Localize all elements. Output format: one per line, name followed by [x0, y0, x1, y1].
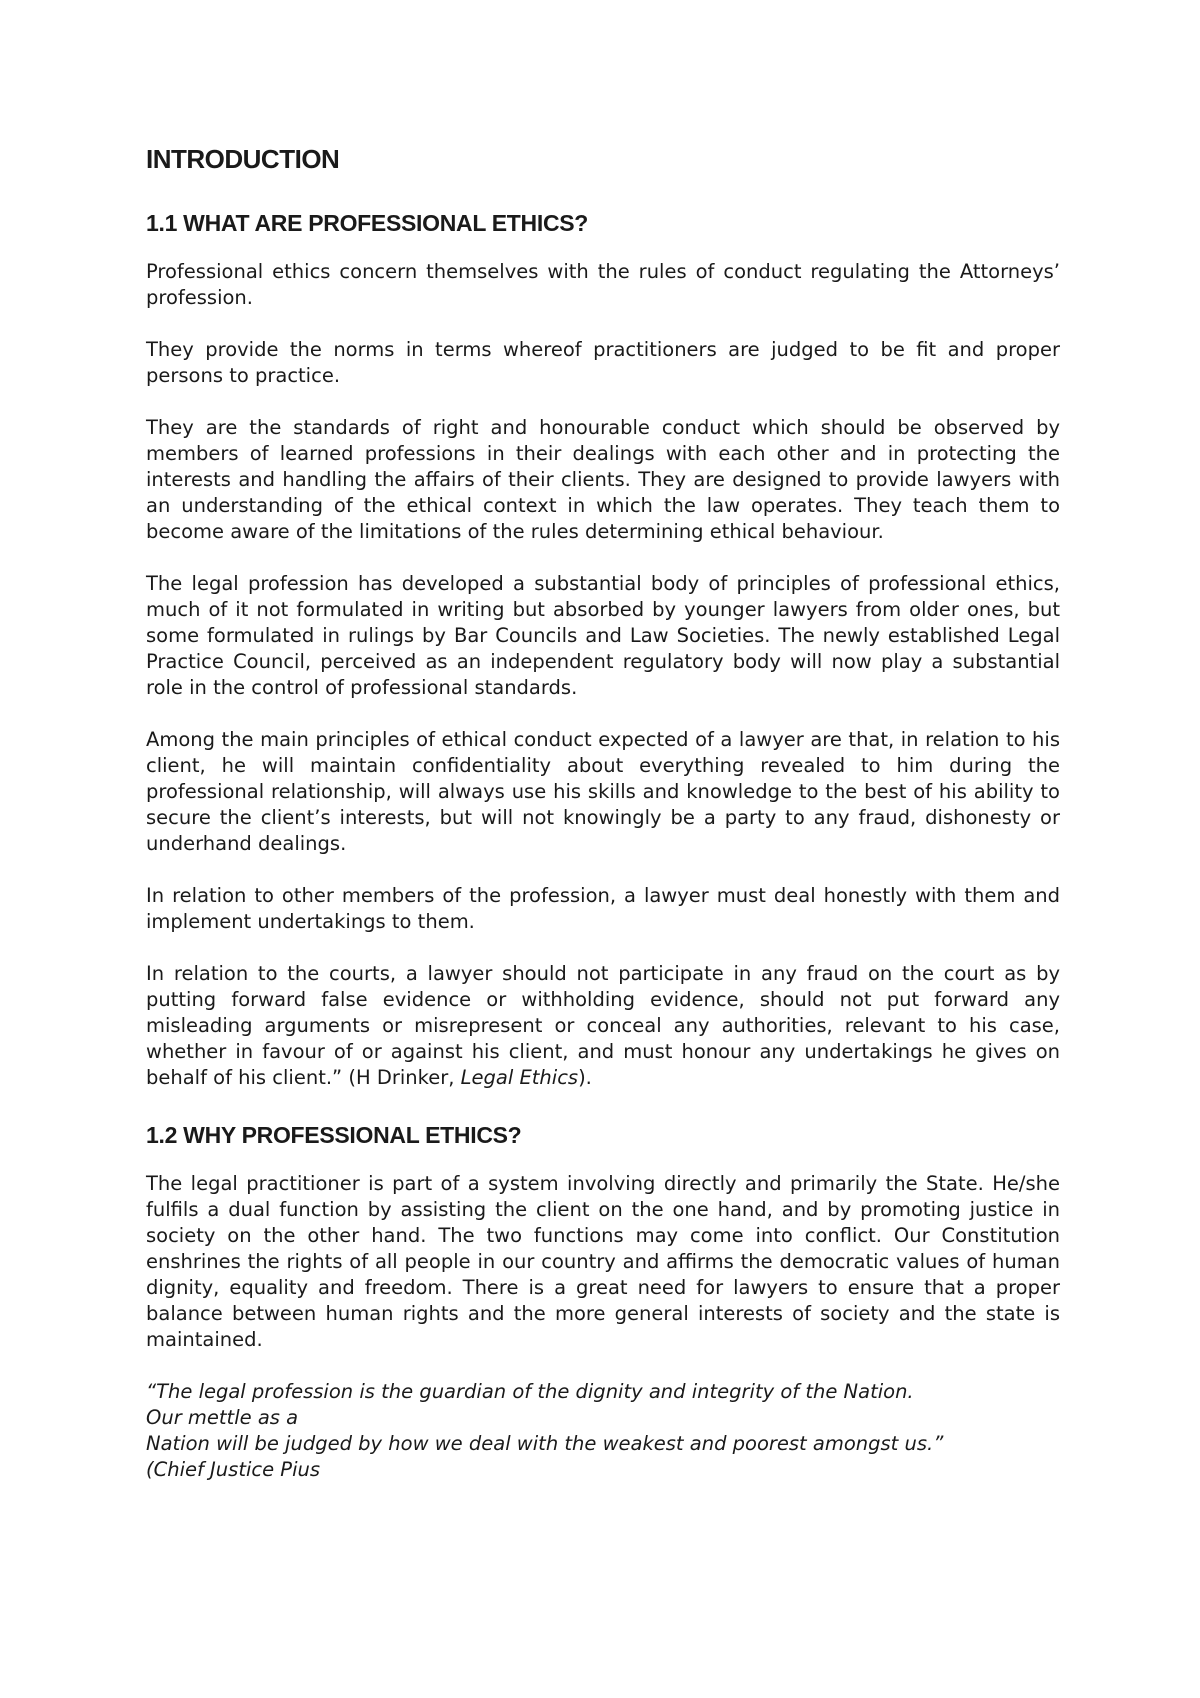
- paragraph: The legal practitioner is part of a system involving directly and primarily the State. He/she fulfils a dual function by assisting the client on the one hand, and by promoting justice in society on the other hand. The two functions may come into conflict. Our Constitution enshrines the rights of all people in our country and affirms the democratic values of human dignity, equality and freedom. There is a great need for lawyers to ensure that a proper balance between human rights and the more general interests of society and the state is maintained.: [146, 1172, 1060, 1351]
- paragraph: Among the main principles of ethical conduct expected of a lawyer are that, in relation to his client, he will maintain confidentiality about everything revealed to him during the professional relationship, will always use his skills and knowledge to the best of his ability to secure the client’s interests, but will not knowingly be a party to any fraud, dishonesty or underhand dealings.: [146, 728, 1060, 855]
- citation-title: Legal Ethics: [460, 1066, 579, 1089]
- citation-close: ).: [578, 1066, 592, 1089]
- paragraph: The legal profession has developed a substantial body of principles of professional ethics, much of it not formulated in writing but absorbed by younger lawyers from older ones, but some formulated in rulings by Bar Councils and Law Societies. The newly established Legal Practice Council, perceived as an independent regulatory body will now play a substantial role in the control of professional standards.: [146, 572, 1060, 699]
- document-body: [146, 143, 1060, 1483]
- paragraph: They provide the norms in terms whereof practitioners are judged to be fit and proper persons to practice.: [146, 338, 1060, 387]
- paragraph-with-citation: [146, 961, 1060, 1091]
- document-title: INTRODUCTION: [146, 144, 340, 174]
- quote-line: Nation will be judged by how we deal with the weakest and poorest amongst us.”: [146, 1432, 944, 1455]
- paragraph: They are the standards of right and honourable conduct which should be observed by members of learned professions in their dealings with each other and in protecting the interests and handling the affairs of their clients. They are designed to provide lawyers with an understanding of the ethical context in which the law operates. They teach them to become aware of the limitations of the rules determining ethical behaviour.: [146, 416, 1060, 543]
- paragraph: In relation to other members of the profession, a lawyer must deal honestly with them and implement undertakings to them.: [146, 884, 1060, 933]
- section-heading-1-2: 1.2 WHY PROFESSIONAL ETHICS?: [146, 1122, 522, 1148]
- block-quote: [146, 1379, 1060, 1483]
- section-heading-1-1: 1.1 WHAT ARE PROFESSIONAL ETHICS?: [146, 210, 589, 236]
- quote-line: (Chief Justice Pius: [146, 1458, 321, 1481]
- paragraph: Professional ethics concern themselves with the rules of conduct regulating the Attorneys’ profession.: [146, 260, 1060, 309]
- quote-line: “The legal profession is the guardian of the dignity and integrity of the Nation.: [146, 1380, 914, 1403]
- paragraph-text: In relation to the courts, a lawyer should not participate in any fraud on the court as by putting forward false evidence or withholding evidence, should not put forward any misleading arguments or misrepresent or conceal any authorities, relevant to his case, whether in favour of or against his client, and must honour any undertakings he gives on behalf of his client.” (H Drinker,: [146, 962, 1060, 1089]
- quote-line: Our mettle as a: [146, 1406, 299, 1429]
